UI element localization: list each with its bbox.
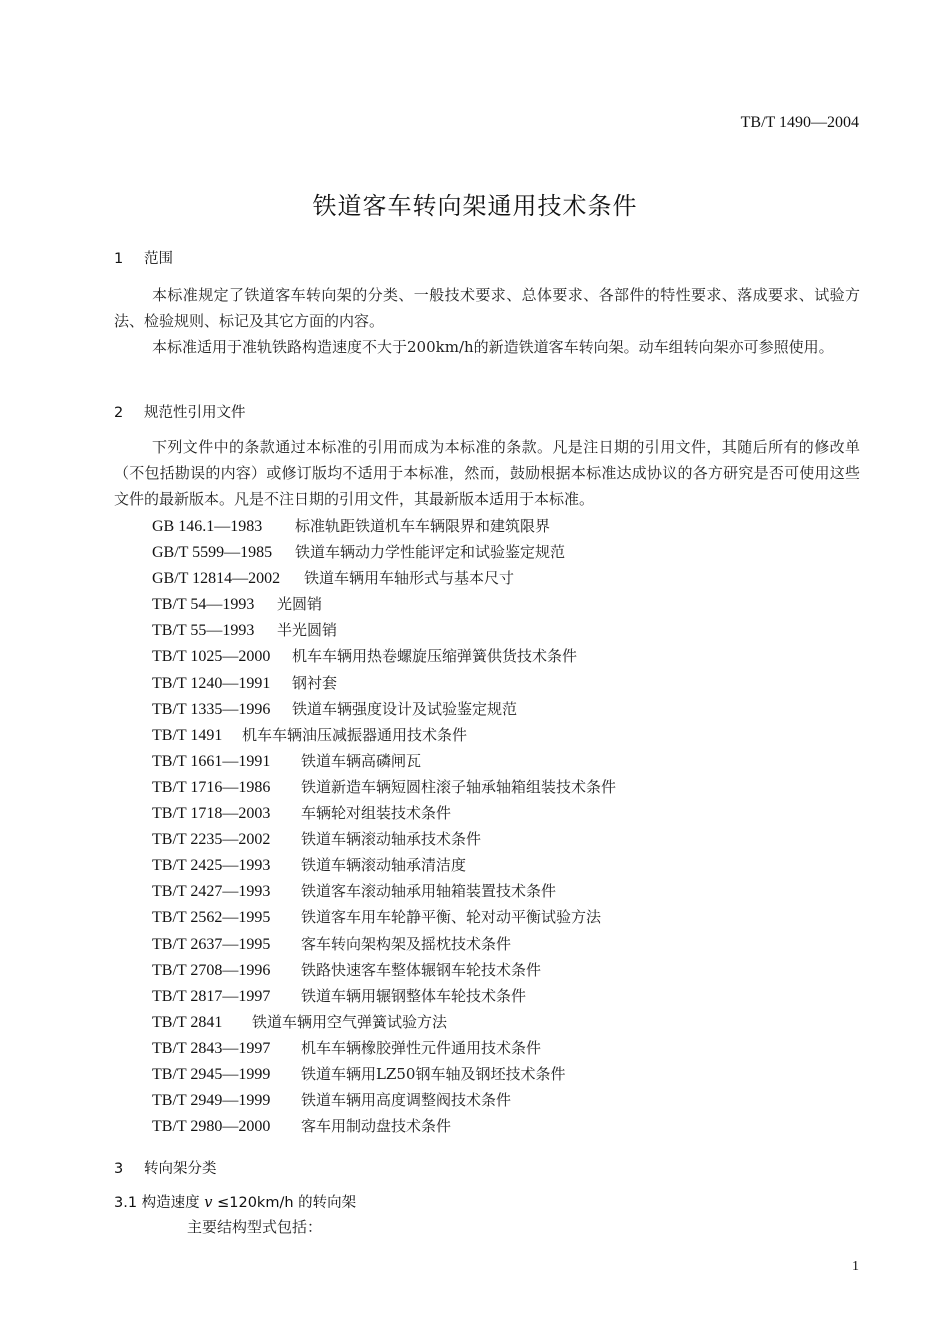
reference-title: 铁道车辆高磷闸瓦 <box>301 751 422 770</box>
document-title: 铁道客车转向架通用技术条件 <box>312 192 638 220</box>
reference-item <box>152 696 616 722</box>
subsection-intro: 主要结构型式包括： <box>187 1218 323 1236</box>
reference-item <box>152 539 616 565</box>
reference-title: 铁道车辆滚动轴承清洁度 <box>301 856 467 875</box>
reference-title: 铁道车辆用车轴形式与基本尺寸 <box>304 569 515 588</box>
reference-title: 铁路快速客车整体辗钢车轮技术条件 <box>301 960 542 979</box>
reference-item <box>152 1113 616 1139</box>
reference-code: TB/T 2637—1995 <box>152 935 271 953</box>
reference-code: TB/T 2562—1995 <box>152 909 271 927</box>
reference-title: 标准轨距铁道机车车辆限界和建筑限界 <box>295 517 551 535</box>
references-intro-paragraph: 下列文件中的条款通过本标准的引用而成为本标准的条款。凡是注日期的引用文件，其随后所有的修改单（不包括勘误的内容）或修订版均不适用于本标准，然而，鼓励根据本标准达成协议的各方研究是否可使用这些文件的最新版本。凡是不注日期的引用文件，其最新版本适用于本标准。 <box>114 438 860 508</box>
section-title: 转向架分类 <box>144 1161 217 1177</box>
reference-title: 客车转向架构架及摇枕技术条件 <box>301 934 512 953</box>
reference-title: 客车用制动盘技术条件 <box>301 1117 452 1136</box>
reference-item <box>152 617 616 643</box>
reference-code: TB/T 55—1993 <box>152 622 255 640</box>
reference-code: GB/T 12814—2002 <box>152 570 281 588</box>
reference-code: TB/T 2841 <box>152 1013 223 1031</box>
reference-title: 铁道车辆用空气弹簧试验方法 <box>252 1012 448 1031</box>
reference-title: 半光圆销 <box>277 621 338 640</box>
reference-code: TB/T 2945—1999 <box>152 1065 271 1083</box>
reference-code: GB/T 5599—1985 <box>152 544 273 562</box>
reference-item <box>152 852 616 878</box>
section-1-heading <box>114 247 173 268</box>
reference-code: TB/T 2427—1993 <box>152 883 271 901</box>
reference-title: 铁道车辆滚动轴承技术条件 <box>301 830 482 849</box>
speed-variable: v <box>204 1195 213 1211</box>
reference-title: 机车车辆橡胶弹性元件通用技术条件 <box>301 1038 542 1057</box>
reference-item <box>152 591 616 617</box>
reference-item <box>152 1087 616 1113</box>
reference-item <box>152 1035 616 1061</box>
section-number: 3 <box>114 1161 124 1177</box>
reference-title: 机车车辆用热卷螺旋压缩弹簧供货技术条件 <box>292 647 578 666</box>
reference-code: TB/T 1661—1991 <box>152 752 271 770</box>
scope-paragraph-1: 本标准规定了铁道客车转向架的分类、一般技术要求、总体要求、各部件的特性要求、落成要求、试验方法、检验规则、标记及其它方面的内容。 <box>114 286 860 330</box>
reference-code: TB/T 1240—1991 <box>152 674 271 692</box>
reference-code: TB/T 1716—1986 <box>152 778 271 796</box>
reference-title: 铁道车辆用LZ50钢车轴及钢坯技术条件 <box>301 1064 566 1083</box>
reference-item <box>152 1009 616 1035</box>
reference-code: TB/T 2425—1993 <box>152 857 271 875</box>
reference-title: 铁道新造车辆短圆柱滚子轴承轴箱组装技术条件 <box>301 777 617 796</box>
reference-item <box>152 878 616 904</box>
reference-item <box>152 774 616 800</box>
section-number: 1 <box>114 251 124 267</box>
reference-item <box>152 513 616 539</box>
reference-code: TB/T 2817—1997 <box>152 987 271 1005</box>
reference-code: TB/T 2235—2002 <box>152 831 271 849</box>
reference-item <box>152 983 616 1009</box>
reference-item <box>152 931 616 957</box>
reference-title: 铁道车辆强度设计及试验鉴定规范 <box>292 699 518 718</box>
reference-title: 铁道车辆用辗钢整体车轮技术条件 <box>301 986 527 1005</box>
subsection-3-1-heading <box>114 1191 356 1212</box>
reference-code: TB/T 2708—1996 <box>152 961 271 979</box>
scope-paragraph-2: 本标准适用于准轨铁路构造速度不大于200km/h的新造铁道客车转向架。动车组转向架亦可参照使用。 <box>152 338 834 356</box>
subsection-title-prefix: 构造速度 <box>141 1195 200 1211</box>
reference-item <box>152 643 616 669</box>
reference-code: TB/T 2949—1999 <box>152 1092 271 1110</box>
reference-code: TB/T 2980—2000 <box>152 1118 271 1136</box>
reference-code: TB/T 2843—1997 <box>152 1039 271 1057</box>
section-2-heading <box>114 401 246 422</box>
reference-item <box>152 826 616 852</box>
reference-list <box>152 513 616 1139</box>
reference-item <box>152 957 616 983</box>
subsection-title-suffix: ≤120km/h 的转向架 <box>217 1195 357 1211</box>
reference-item <box>152 904 616 930</box>
reference-item <box>152 748 616 774</box>
reference-title: 铁道客车用车轮静平衡、轮对动平衡试验方法 <box>301 908 602 927</box>
reference-title: 钢衬套 <box>292 673 338 692</box>
section-3-heading <box>114 1157 217 1178</box>
reference-code: GB 146.1—1983 <box>152 518 263 535</box>
section-title: 规范性引用文件 <box>144 405 246 421</box>
reference-item <box>152 565 616 591</box>
reference-code: TB/T 1491 <box>152 726 223 744</box>
reference-code: TB/T 54—1993 <box>152 596 255 614</box>
reference-title: 车辆轮对组装技术条件 <box>301 804 452 823</box>
reference-item <box>152 722 616 748</box>
subsection-number: 3.1 <box>114 1195 138 1211</box>
reference-title: 铁道客车滚动轴承用轴箱装置技术条件 <box>301 882 557 901</box>
standard-code: TB/T 1490—2004 <box>740 114 859 131</box>
reference-item <box>152 800 616 826</box>
reference-code: TB/T 1025—2000 <box>152 648 271 666</box>
reference-code: TB/T 1718—2003 <box>152 805 271 823</box>
page-number: 1 <box>852 1259 859 1274</box>
reference-title: 铁道车辆动力学性能评定和试验鉴定规范 <box>295 543 566 562</box>
reference-item <box>152 1061 616 1087</box>
reference-title: 机车车辆油压减振器通用技术条件 <box>242 725 468 744</box>
reference-item <box>152 670 616 696</box>
reference-title: 铁道车辆用高度调整阀技术条件 <box>301 1091 512 1110</box>
reference-title: 光圆销 <box>277 595 323 614</box>
section-title: 范围 <box>144 251 173 267</box>
reference-code: TB/T 1335—1996 <box>152 700 271 718</box>
section-number: 2 <box>114 405 124 421</box>
